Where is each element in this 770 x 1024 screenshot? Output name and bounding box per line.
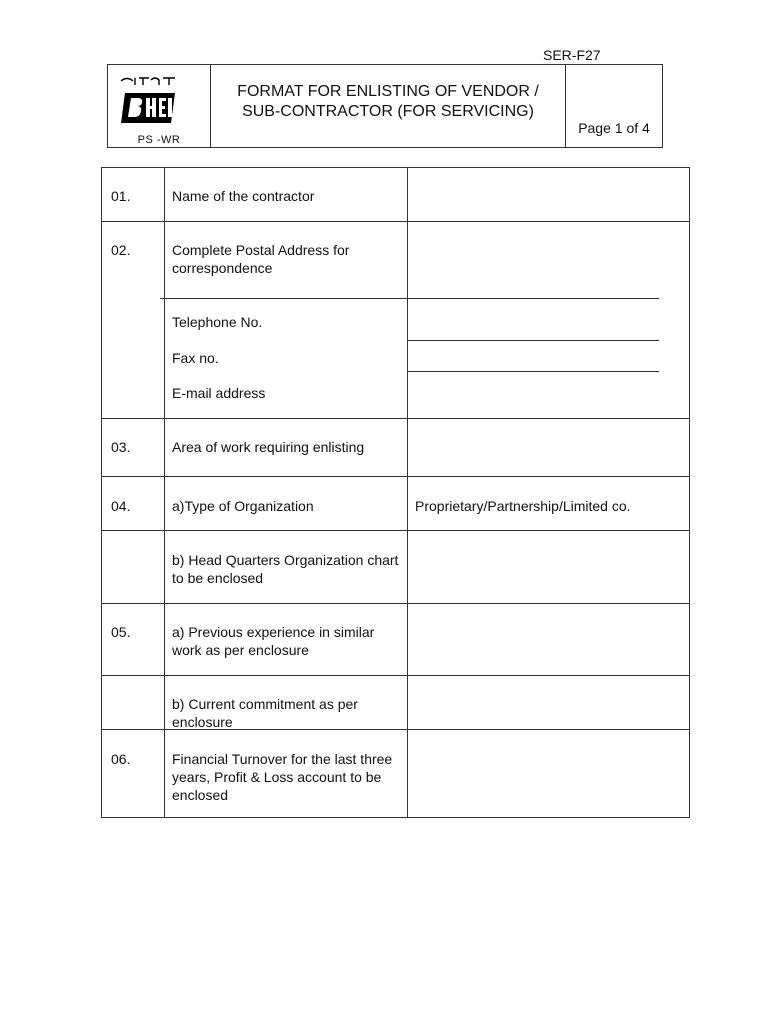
title-cell — [211, 65, 566, 147]
field-label-current-commitment: b) Current commitment as per enclosure — [172, 696, 358, 730]
row-divider — [102, 530, 689, 531]
row-divider — [102, 603, 689, 604]
row-number: 01. — [111, 188, 131, 204]
field-label-postal-address: Complete Postal Address for correspondence — [172, 242, 350, 276]
row-number: 02. — [111, 242, 131, 258]
column-divider-2 — [407, 168, 408, 817]
form-header — [107, 64, 663, 148]
row-divider — [102, 675, 689, 676]
row-number: 05. — [111, 624, 131, 640]
row-number: 04. — [111, 498, 131, 514]
row-divider — [102, 221, 689, 222]
field-label-telephone: Telephone No. — [172, 314, 263, 330]
field-label-contractor-name: Name of the contractor — [172, 188, 315, 204]
form-title — [211, 82, 565, 122]
field-label-financial-turnover: Financial Turnover for the last three years, Profit & Loss account to be enclosed — [172, 751, 393, 803]
row-divider — [407, 340, 659, 341]
row-divider — [102, 476, 689, 477]
field-label-email: E-mail address — [172, 385, 266, 401]
document-code: SER-F27 — [543, 47, 601, 63]
field-label-fax: Fax no. — [172, 350, 219, 366]
field-label-work-area: Area of work requiring enlisting — [172, 439, 365, 455]
form-title-line-2: SUB-CONTRACTOR (FOR SERVICING) — [242, 103, 534, 120]
form-title-line-1: FORMAT FOR ENLISTING OF VENDOR / — [237, 83, 539, 100]
row-divider — [407, 371, 659, 372]
field-label-hq-chart: b) Head Quarters Organization chart to be enclosed — [172, 552, 399, 586]
bhel-logo-icon — [117, 75, 181, 131]
row-divider — [102, 418, 689, 419]
row-number: 03. — [111, 439, 131, 455]
page-number: Page 1 of 4 — [578, 120, 650, 136]
column-divider-1 — [164, 168, 165, 817]
field-label-previous-experience: a) Previous experience in similar work as per enclosure — [172, 624, 375, 658]
field-label-organization-type: a)Type of Organization — [172, 498, 314, 514]
row-number: 06. — [111, 751, 131, 767]
vendor-form-table — [101, 167, 690, 818]
unit-label: PS -WR — [137, 134, 181, 146]
logo-cell — [108, 65, 211, 147]
row-divider — [160, 298, 659, 299]
field-value-organization-type[interactable]: Proprietary/Partnership/Limited co. — [415, 498, 631, 514]
